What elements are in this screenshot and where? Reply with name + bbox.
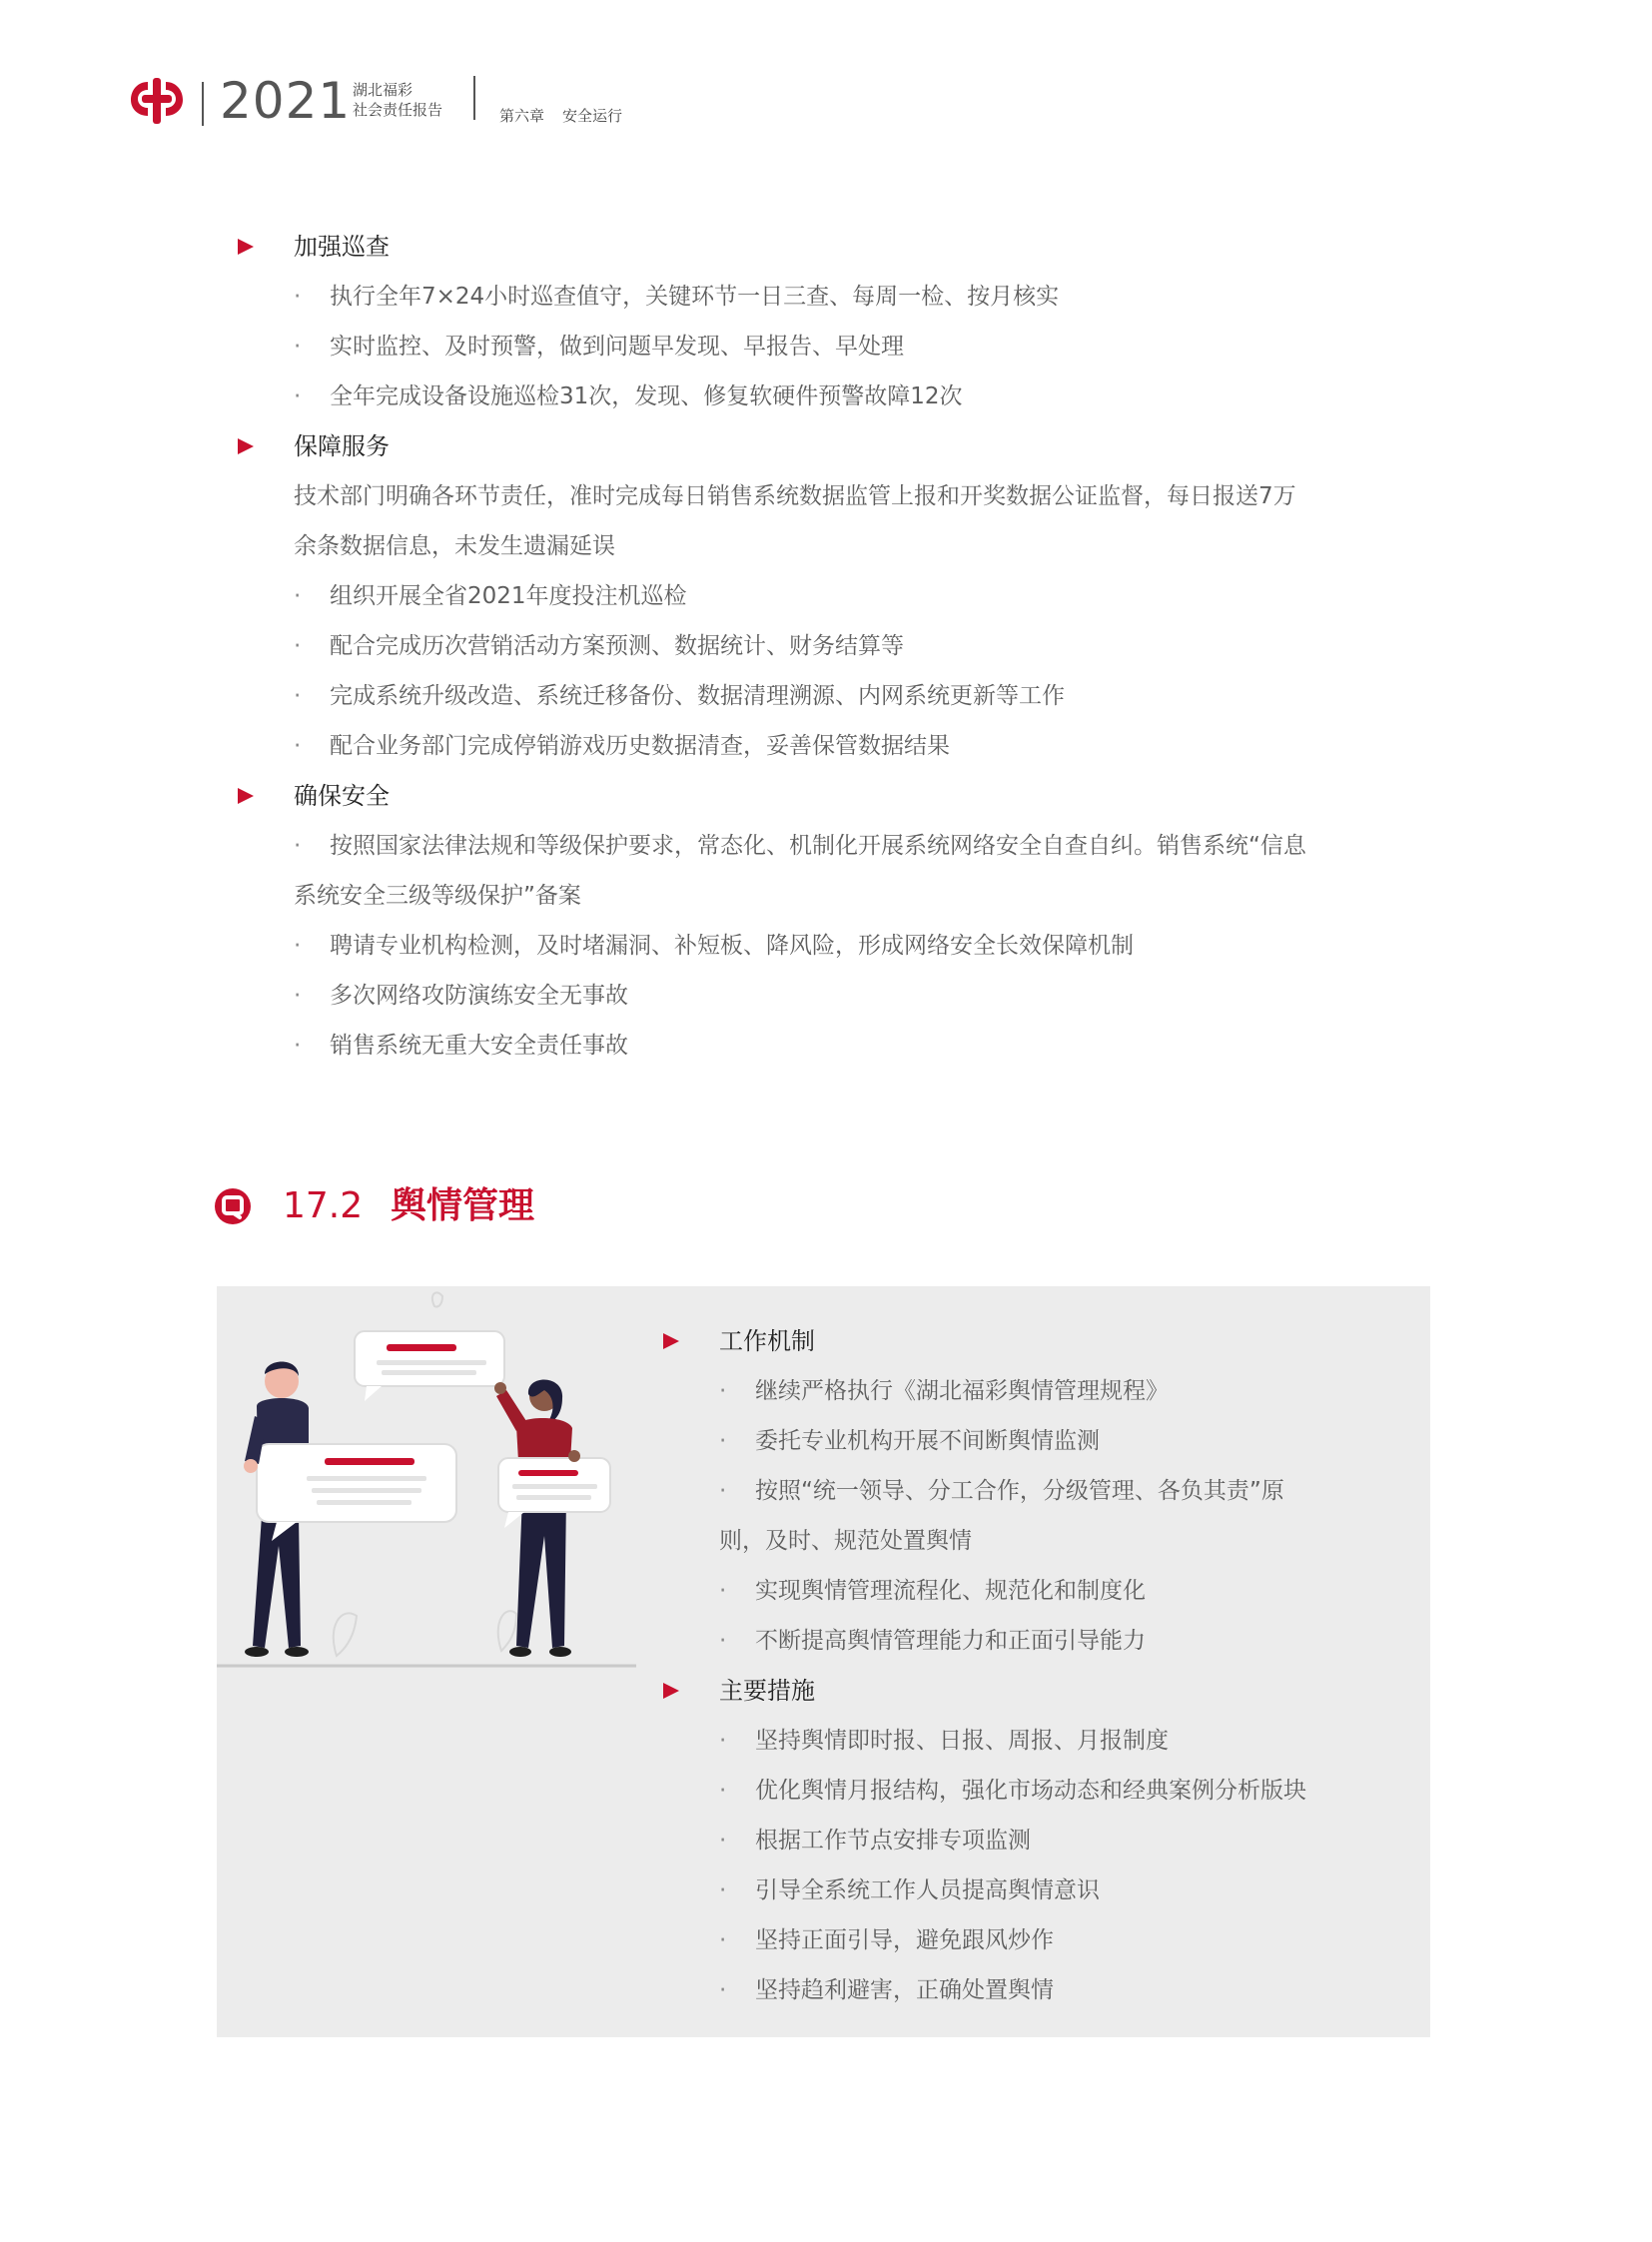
list-item: · 多次网络攻防演练安全无事故 [238,971,1436,1021]
bullet-dot: · [294,683,302,709]
bullet-dot: · [719,1628,727,1654]
list-item: · 销售系统无重大安全责任事故 [238,1021,1436,1071]
list-item: · 组织开展全省2021年度投注机巡检 [238,571,1436,621]
group-heading: 主要措施 [663,1666,1422,1716]
bullet-dot: · [294,983,302,1009]
list-item: · 执行全年7×24小时巡查值守，关键环节一日三查、每周一检、按月核实 [238,272,1436,322]
list-item: · 不断提高舆情管理能力和正面引导能力 [663,1616,1422,1666]
section-badge-icon [213,1186,253,1226]
bullet-dot: · [294,633,302,659]
bullet-dot: · [294,1033,302,1059]
paragraph-line: 技术部门明确各环节责任，准时完成每日销售系统数据监管上报和开奖数据公证监督，每日报送7万 [294,483,1296,509]
bullet-dot: · [294,334,302,360]
list-item: · 根据工作节点安排专项监测 [663,1816,1422,1866]
list-item: · 聘请专业机构检测，及时堵漏洞、补短板、降风险，形成网络安全长效保障机制 [238,921,1436,971]
bullet-dot: · [294,833,302,859]
triangle-marker-icon [663,1333,679,1349]
report-year: 2021 [220,72,352,130]
bullet-dot: · [294,733,302,759]
list-item: · 按照国家法律法规和等级保护要求，常态化、机制化开展系统网络安全自查自纠。销售系统“信息 [238,821,1436,871]
bullet-dot: · [719,1578,727,1604]
list-item: · 坚持舆情即时报、日报、周报、月报制度 [663,1716,1422,1766]
bullet-dot: · [294,933,302,959]
group-heading: 加强巡查 [238,222,1436,272]
bullet-dot: · [719,1828,727,1854]
section-title: 舆情管理 [391,1185,535,1226]
bullet-dot: · [719,1428,727,1454]
section-security-operation [238,222,1436,1071]
triangle-marker-icon [663,1683,679,1699]
bullet-dot: · [719,1378,727,1404]
bullet-dot: · [719,1977,727,2003]
list-item: · 配合完成历次营销活动方案预测、数据统计、财务结算等 [238,621,1436,671]
chapter-name: 安全运行 [562,107,623,125]
chapter-label [499,105,640,126]
welfare-lottery-logo-icon [128,78,186,124]
group-heading: 确保安全 [238,771,1436,821]
bullet-dot: · [294,583,302,609]
header-divider [202,82,204,126]
paragraph-line: 则，及时、规范处置舆情 [719,1528,972,1554]
list-item: · 实时监控、及时预警，做到问题早发现、早报告、早处理 [238,322,1436,372]
bullet-dot: · [294,383,302,409]
group-heading: 保障服务 [238,421,1436,471]
list-item: · 配合业务部门完成停销游戏历史数据清查，妥善保管数据结果 [238,721,1436,771]
paragraph-line: 余条数据信息，未发生遗漏延误 [294,533,615,559]
list-item: · 引导全系统工作人员提高舆情意识 [663,1866,1422,1915]
section-number: 17.2 [283,1185,364,1226]
list-item: · 实现舆情管理流程化、规范化和制度化 [663,1566,1422,1616]
paragraph-line: 系统安全三级等级保护”备案 [294,883,581,909]
section-opinion-management [663,1316,1422,2015]
list-item: · 优化舆情月报结构，强化市场动态和经典案例分析版块 [663,1766,1422,1816]
bullet-dot: · [719,1728,727,1754]
list-item: · 按照“统一领导、分工合作，分级管理、各负其责”原 [663,1466,1422,1516]
triangle-marker-icon [238,239,254,255]
bullet-dot: · [719,1927,727,1953]
page-header [128,70,727,130]
chapter-number: 第六章 [499,107,545,125]
list-item: · 坚持趋利避害，正确处置舆情 [663,1965,1422,2015]
bullet-dot: · [719,1877,727,1903]
people-chat-illustration [217,1286,656,1686]
list-item: · 完成系统升级改造、系统迁移备份、数据清理溯源、内网系统更新等工作 [238,671,1436,721]
triangle-marker-icon [238,438,254,454]
bullet-dot: · [719,1778,727,1804]
list-item: · 全年完成设备设施巡检31次，发现、修复软硬件预警故障12次 [238,372,1436,421]
list-item: · 坚持正面引导，避免跟风炒作 [663,1915,1422,1965]
bullet-dot: · [294,284,302,310]
bullet-dot: · [719,1478,727,1504]
report-title: 湖北福彩 社会责任报告 [353,81,443,119]
triangle-marker-icon [238,788,254,804]
group-heading: 工作机制 [663,1316,1422,1366]
list-item: · 继续严格执行《湖北福彩舆情管理规程》 [663,1366,1422,1416]
header-divider [473,76,475,120]
list-item: · 委托专业机构开展不间断舆情监测 [663,1416,1422,1466]
